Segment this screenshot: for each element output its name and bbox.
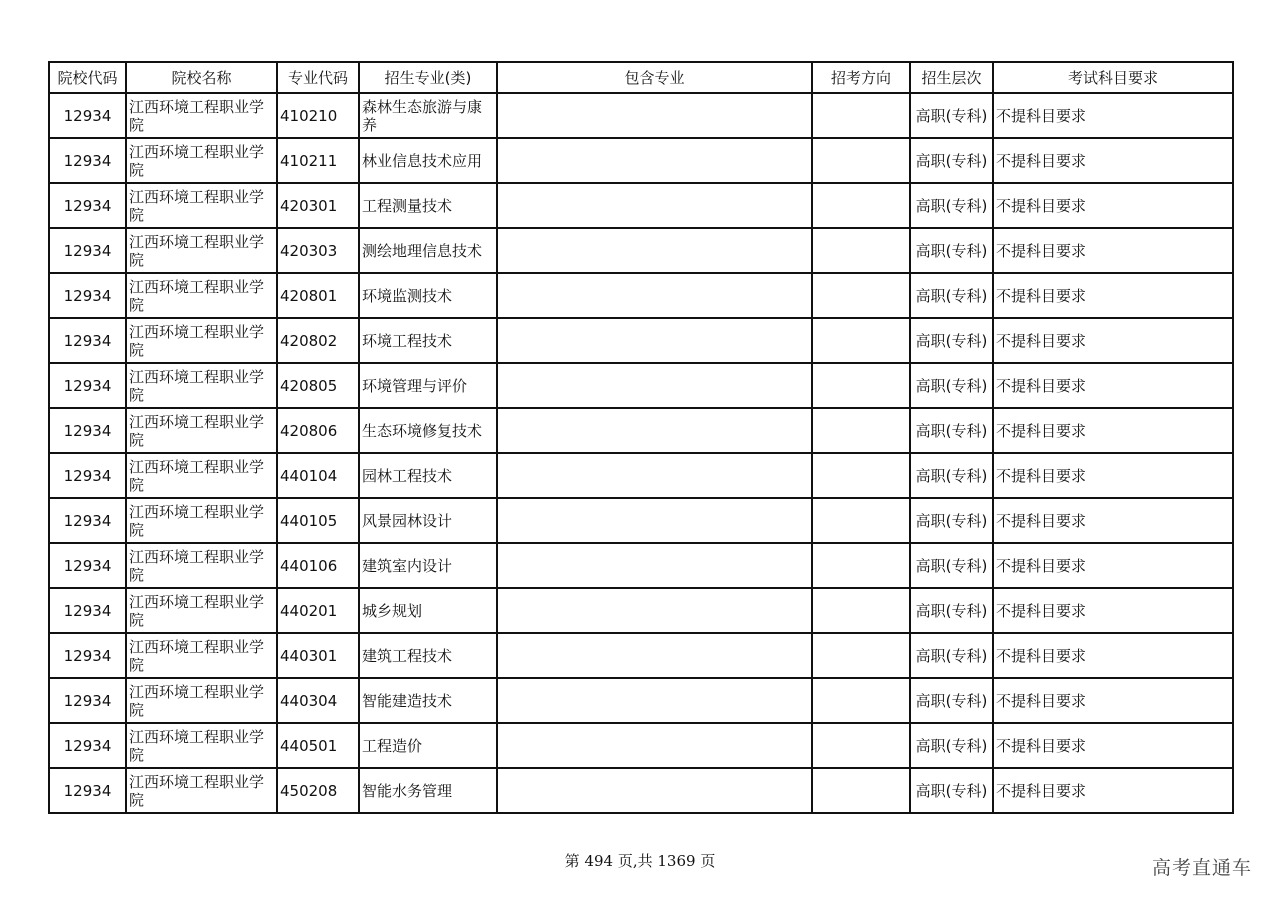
- school-name-cell: 江西环境工程职业学院: [126, 543, 277, 588]
- level-cell: 高职(专科): [910, 453, 993, 498]
- major-code-cell: 420802: [277, 318, 359, 363]
- school-name-cell: 江西环境工程职业学院: [126, 768, 277, 813]
- table-row: [49, 228, 1233, 273]
- level-cell: 高职(专科): [910, 138, 993, 183]
- direction-cell: [812, 543, 910, 588]
- major-cell: 环境工程技术: [359, 318, 497, 363]
- watermark: 高考直通车: [1151, 857, 1252, 879]
- direction-cell: [812, 633, 910, 678]
- school-name-cell: 江西环境工程职业学院: [126, 453, 277, 498]
- header-school-name: 院校名称: [126, 62, 277, 93]
- major-code-cell: 440104: [277, 453, 359, 498]
- table-row: [49, 318, 1233, 363]
- included-majors-cell: [497, 768, 812, 813]
- major-cell: 风景园林设计: [359, 498, 497, 543]
- major-code-cell: 420806: [277, 408, 359, 453]
- major-code-cell: 420303: [277, 228, 359, 273]
- table-header: [49, 62, 1233, 93]
- included-majors-cell: [497, 363, 812, 408]
- school-code-cell: 12934: [49, 183, 126, 228]
- major-code-cell: 440301: [277, 633, 359, 678]
- table-row: [49, 408, 1233, 453]
- table-row: [49, 183, 1233, 228]
- table-row: [49, 93, 1233, 138]
- included-majors-cell: [497, 543, 812, 588]
- school-code-cell: 12934: [49, 723, 126, 768]
- requirement-cell: 不提科目要求: [993, 93, 1233, 138]
- table-row: [49, 588, 1233, 633]
- direction-cell: [812, 408, 910, 453]
- level-cell: 高职(专科): [910, 363, 993, 408]
- included-majors-cell: [497, 678, 812, 723]
- requirement-cell: 不提科目要求: [993, 318, 1233, 363]
- major-code-cell: 440106: [277, 543, 359, 588]
- requirement-cell: 不提科目要求: [993, 363, 1233, 408]
- header-major-code: 专业代码: [277, 62, 359, 93]
- major-cell: 工程造价: [359, 723, 497, 768]
- level-cell: 高职(专科): [910, 723, 993, 768]
- included-majors-cell: [497, 138, 812, 183]
- header-requirement: 考试科目要求: [993, 62, 1233, 93]
- included-majors-cell: [497, 93, 812, 138]
- major-cell: 生态环境修复技术: [359, 408, 497, 453]
- major-cell: 环境监测技术: [359, 273, 497, 318]
- major-code-cell: 420801: [277, 273, 359, 318]
- school-name-cell: 江西环境工程职业学院: [126, 363, 277, 408]
- level-cell: 高职(专科): [910, 588, 993, 633]
- level-cell: 高职(专科): [910, 183, 993, 228]
- level-cell: 高职(专科): [910, 273, 993, 318]
- direction-cell: [812, 768, 910, 813]
- major-code-cell: 440304: [277, 678, 359, 723]
- page-number: 第 494 页,共 1369 页: [564, 852, 716, 870]
- school-code-cell: 12934: [49, 228, 126, 273]
- school-name-cell: 江西环境工程职业学院: [126, 408, 277, 453]
- level-cell: 高职(专科): [910, 633, 993, 678]
- table-body: [49, 93, 1233, 813]
- major-code-cell: 440501: [277, 723, 359, 768]
- table-row: [49, 498, 1233, 543]
- direction-cell: [812, 498, 910, 543]
- major-code-cell: 420805: [277, 363, 359, 408]
- school-code-cell: 12934: [49, 138, 126, 183]
- requirement-cell: 不提科目要求: [993, 678, 1233, 723]
- table-row: [49, 678, 1233, 723]
- school-code-cell: 12934: [49, 633, 126, 678]
- school-code-cell: 12934: [49, 363, 126, 408]
- included-majors-cell: [497, 723, 812, 768]
- school-name-cell: 江西环境工程职业学院: [126, 498, 277, 543]
- header-major: 招生专业(类): [359, 62, 497, 93]
- header-school-code: 院校代码: [49, 62, 126, 93]
- included-majors-cell: [497, 273, 812, 318]
- level-cell: 高职(专科): [910, 318, 993, 363]
- major-cell: 环境管理与评价: [359, 363, 497, 408]
- level-cell: 高职(专科): [910, 543, 993, 588]
- header-row: [49, 62, 1233, 93]
- school-name-cell: 江西环境工程职业学院: [126, 678, 277, 723]
- major-code-cell: 440105: [277, 498, 359, 543]
- direction-cell: [812, 723, 910, 768]
- school-name-cell: 江西环境工程职业学院: [126, 228, 277, 273]
- major-code-cell: 410211: [277, 138, 359, 183]
- direction-cell: [812, 228, 910, 273]
- requirement-cell: 不提科目要求: [993, 408, 1233, 453]
- direction-cell: [812, 183, 910, 228]
- major-cell: 智能水务管理: [359, 768, 497, 813]
- table-row: [49, 138, 1233, 183]
- included-majors-cell: [497, 588, 812, 633]
- school-code-cell: 12934: [49, 588, 126, 633]
- level-cell: 高职(专科): [910, 678, 993, 723]
- school-code-cell: 12934: [49, 93, 126, 138]
- requirement-cell: 不提科目要求: [993, 228, 1233, 273]
- table-row: [49, 363, 1233, 408]
- direction-cell: [812, 678, 910, 723]
- school-code-cell: 12934: [49, 498, 126, 543]
- level-cell: 高职(专科): [910, 228, 993, 273]
- included-majors-cell: [497, 633, 812, 678]
- header-included-majors: 包含专业: [497, 62, 812, 93]
- school-name-cell: 江西环境工程职业学院: [126, 318, 277, 363]
- school-code-cell: 12934: [49, 318, 126, 363]
- major-code-cell: 410210: [277, 93, 359, 138]
- direction-cell: [812, 318, 910, 363]
- school-name-cell: 江西环境工程职业学院: [126, 273, 277, 318]
- header-level: 招生层次: [910, 62, 993, 93]
- direction-cell: [812, 588, 910, 633]
- requirement-cell: 不提科目要求: [993, 138, 1233, 183]
- school-name-cell: 江西环境工程职业学院: [126, 633, 277, 678]
- requirement-cell: 不提科目要求: [993, 273, 1233, 318]
- major-cell: 森林生态旅游与康养: [359, 93, 497, 138]
- table-row: [49, 768, 1233, 813]
- major-cell: 测绘地理信息技术: [359, 228, 497, 273]
- requirement-cell: 不提科目要求: [993, 498, 1233, 543]
- requirement-cell: 不提科目要求: [993, 588, 1233, 633]
- direction-cell: [812, 93, 910, 138]
- major-code-cell: 420301: [277, 183, 359, 228]
- included-majors-cell: [497, 498, 812, 543]
- level-cell: 高职(专科): [910, 408, 993, 453]
- table-row: [49, 633, 1233, 678]
- requirement-cell: 不提科目要求: [993, 768, 1233, 813]
- level-cell: 高职(专科): [910, 768, 993, 813]
- major-cell: 城乡规划: [359, 588, 497, 633]
- requirement-cell: 不提科目要求: [993, 723, 1233, 768]
- table-row: [49, 543, 1233, 588]
- included-majors-cell: [497, 183, 812, 228]
- direction-cell: [812, 273, 910, 318]
- school-code-cell: 12934: [49, 408, 126, 453]
- direction-cell: [812, 138, 910, 183]
- direction-cell: [812, 363, 910, 408]
- header-direction: 招考方向: [812, 62, 910, 93]
- major-code-cell: 440201: [277, 588, 359, 633]
- included-majors-cell: [497, 228, 812, 273]
- school-code-cell: 12934: [49, 453, 126, 498]
- requirement-cell: 不提科目要求: [993, 453, 1233, 498]
- major-code-cell: 450208: [277, 768, 359, 813]
- major-cell: 智能建造技术: [359, 678, 497, 723]
- school-code-cell: 12934: [49, 543, 126, 588]
- level-cell: 高职(专科): [910, 93, 993, 138]
- school-name-cell: 江西环境工程职业学院: [126, 723, 277, 768]
- major-cell: 建筑室内设计: [359, 543, 497, 588]
- major-cell: 园林工程技术: [359, 453, 497, 498]
- school-name-cell: 江西环境工程职业学院: [126, 138, 277, 183]
- table-row: [49, 273, 1233, 318]
- admissions-table: [48, 61, 1234, 814]
- table-row: [49, 723, 1233, 768]
- major-cell: 工程测量技术: [359, 183, 497, 228]
- included-majors-cell: [497, 408, 812, 453]
- requirement-cell: 不提科目要求: [993, 183, 1233, 228]
- major-cell: 林业信息技术应用: [359, 138, 497, 183]
- school-name-cell: 江西环境工程职业学院: [126, 93, 277, 138]
- school-name-cell: 江西环境工程职业学院: [126, 183, 277, 228]
- level-cell: 高职(专科): [910, 498, 993, 543]
- school-code-cell: 12934: [49, 273, 126, 318]
- requirement-cell: 不提科目要求: [993, 633, 1233, 678]
- school-code-cell: 12934: [49, 678, 126, 723]
- requirement-cell: 不提科目要求: [993, 543, 1233, 588]
- major-cell: 建筑工程技术: [359, 633, 497, 678]
- table-row: [49, 453, 1233, 498]
- included-majors-cell: [497, 453, 812, 498]
- school-name-cell: 江西环境工程职业学院: [126, 588, 277, 633]
- school-code-cell: 12934: [49, 768, 126, 813]
- direction-cell: [812, 453, 910, 498]
- included-majors-cell: [497, 318, 812, 363]
